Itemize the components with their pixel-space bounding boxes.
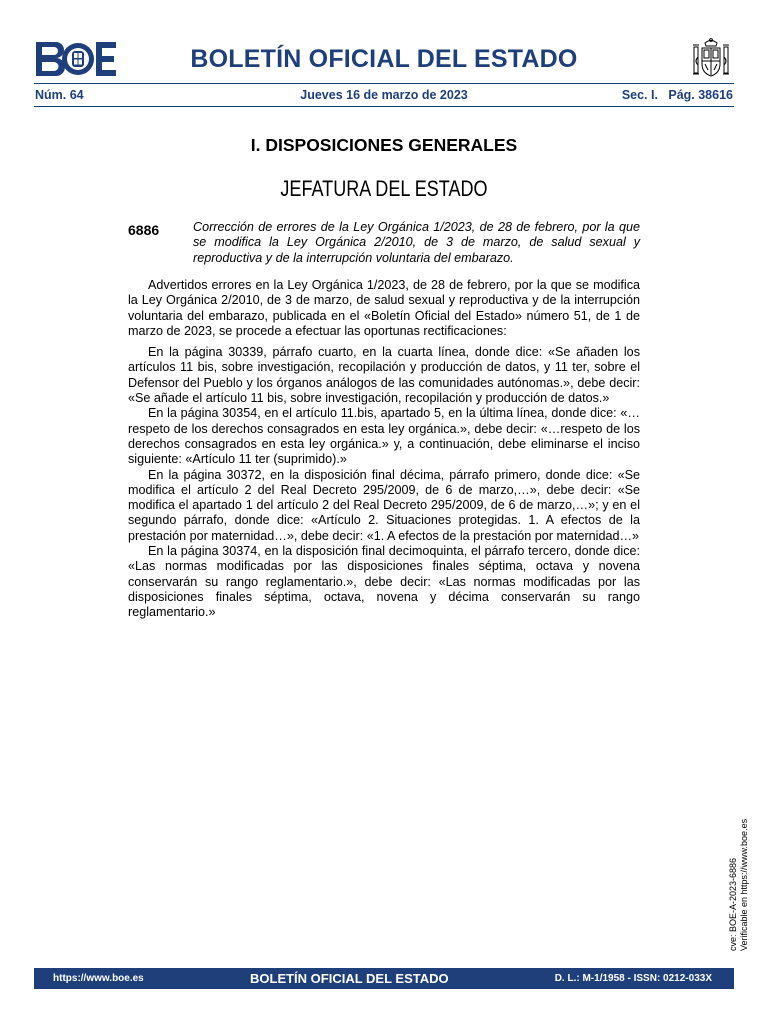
body-paragraph: En la página 30339, párrafo cuarto, en la cuarta línea, donde dice: «Se añaden los artículos 11 bis, sobre investigación, recopilación y producción de datos, y 11 ter, sobre el Defensor del Pueblo y los órganos análogos de las comunidades autónomas.», debe decir: «Se añade el artículo 11 bis, sobre investigación, recopilación y producción de datos.» [128,345,640,406]
section-page: Sec. I. Pág. 38616 [621,88,733,102]
section-title: I. DISPOSICIONES GENERALES [250,135,518,155]
header-rule [34,83,734,84]
issue-date: Jueves 16 de marzo de 2023 [300,88,468,102]
verify-link[interactable]: Verificable en https://www.boe.es [739,818,749,951]
organism-title: JEFATURA DEL ESTADO [280,176,488,201]
issue-number: Núm. 64 [35,88,84,102]
footer-title: BOLETÍN OFICIAL DEL ESTADO [250,971,449,986]
footer-bar [34,968,734,989]
header-title: BOLETÍN OFICIAL DEL ESTADO [190,45,578,73]
document-body [128,278,640,621]
body-paragraph: En la página 30354, en el artículo 11.bis, apartado 5, en la última línea, donde dice: «…respeto de los derechos consagrados en esta ley orgánica.», debe decir: «…respeto de los derechos consagrados en esta ley orgánica.» y, a continuación, debe eliminarse el inciso siguiente: «Artículo 11 ter (suprimido).» [128,406,640,467]
coat-of-arms-icon [690,37,732,81]
body-paragraph: En la página 30374, en la disposición final decimoquinta, el párrafo tercero, donde dice: «Las normas modificadas por las disposiciones finales séptima, octava y novena conservarán su rango reglamentario.», debe decir: «Las normas modificadas por las disposiciones finales séptima, octava, novena y décima conservarán su rango reglamentario.» [128,544,640,620]
document-summary: Corrección de errores de la Ley Orgánica 1/2023, de 28 de febrero, por la que se modifica la Ley Orgánica 2/2010, de 3 de marzo, de salud sexual y reproductiva y de la interrupción voluntaria del embarazo. [193,220,640,265]
boe-logo-icon [36,42,116,76]
document-number: 6886 [128,222,160,238]
body-paragraph: Advertidos errores en la Ley Orgánica 1/2023, de 28 de febrero, por la que se modifica la Ley Orgánica 2/2010, de 3 de marzo, de salud sexual y reproductiva y de la interrupción voluntaria del embarazo, publicada en el «Boletín Oficial del Estado» número 51, de 1 de marzo de 2023, se procede a efectuar las oportunas rectificaciones: [128,278,640,338]
verification-note [728,818,750,951]
cve-code: cve: BOE-A-2023-6886 [728,857,738,951]
footer-legal: D. L.: M-1/1958 - ISSN: 0212-033X [554,973,712,984]
body-paragraph: En la página 30372, en la disposición final décima, párrafo primero, donde dice: «Se modifica el artículo 2 del Real Decreto 295/2009, de 6 de marzo,…», debe decir: «Se modifica el apartado 1 del artículo 2 del Real Decreto 295/2009, de 6 de marzo,…»; y en el segundo párrafo, donde dice: «Artículo 2. Situaciones protegidas. 1. A efectos de la prestación por maternidad…», debe decir: «1. A efectos de la prestación por maternidad…» [128,467,640,543]
meta-rule [34,106,734,107]
footer-url[interactable]: https://www.boe.es [53,973,144,984]
